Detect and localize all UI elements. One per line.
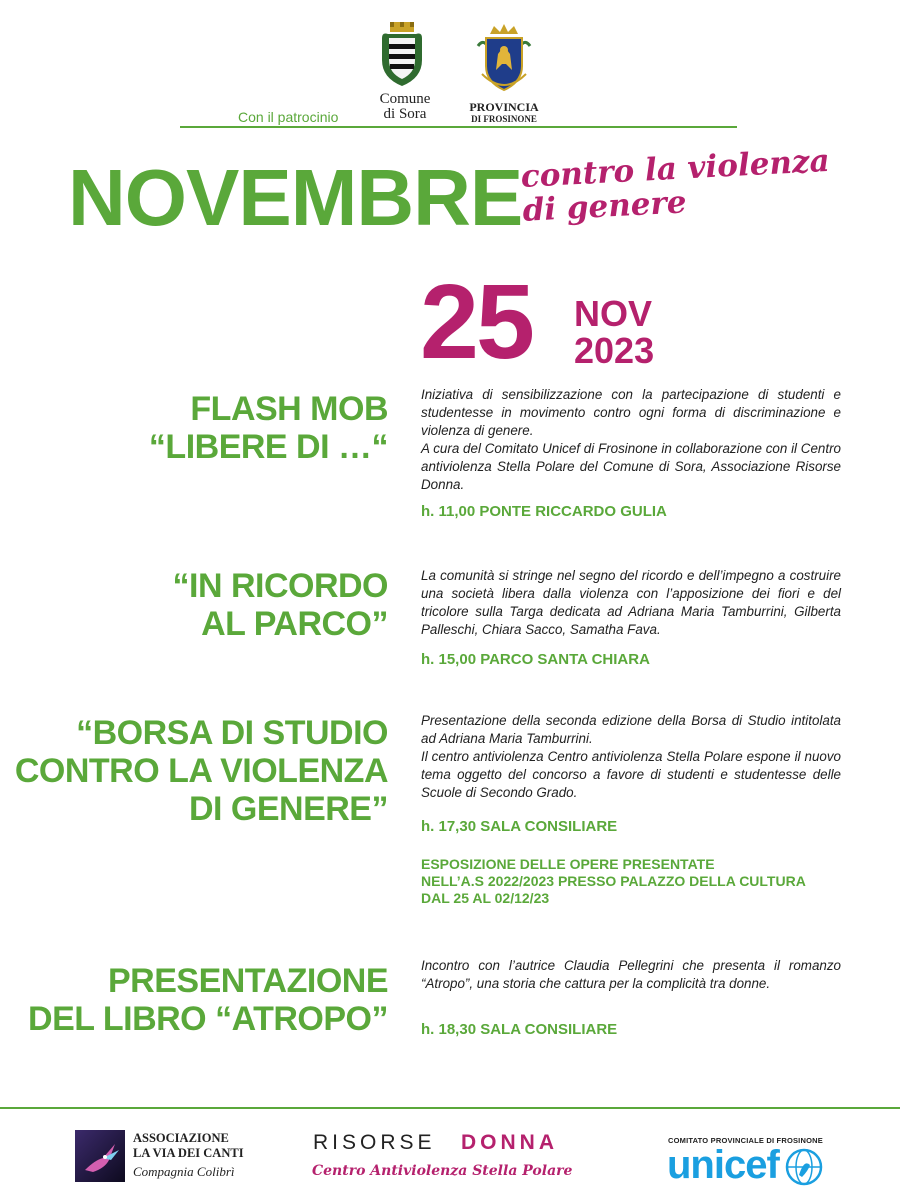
event-title-line: PRESENTAZIONE: [107, 962, 388, 1000]
association-name: [133, 1131, 244, 1161]
sora-line2: di Sora: [383, 106, 427, 122]
footer-divider: [0, 1107, 900, 1109]
exhibition-line: NELL’A.S 2022/2023 PRESSO PALAZZO DELLA CULTURA: [421, 873, 806, 889]
event-title-line: “IN RICORDO: [172, 567, 388, 605]
comune-di-sora-caption: [360, 92, 450, 122]
risorse-donna-word2: DONNA: [461, 1131, 558, 1154]
subtitle-line2: di genere: [521, 184, 688, 229]
association-line2: LA VIA DEI CANTI: [133, 1146, 244, 1160]
event-desc-paragraph: A cura del Comitato Unicef di Frosinone in collaborazione con il Centro antiviolenza Stella Polare del Comune di Sora, Associazione Risorse Donna.: [421, 441, 841, 492]
event-time-flash-mob: h. 11,00 PONTE RICCARDO GULIA: [421, 503, 667, 520]
centro-antiviolenza-name: Centro Antiviolenza Stella Polare: [312, 1163, 573, 1179]
exhibition-notice: [421, 856, 881, 907]
event-title-in-ricordo: [173, 567, 389, 643]
provincia-di-frosinone-crest: [476, 24, 532, 96]
date-day: 25: [420, 263, 532, 381]
event-time-borsa-di-studio: h. 17,30 SALA CONSILIARE: [421, 818, 618, 835]
event-title-line: CONTRO LA VIOLENZA: [14, 752, 388, 790]
event-title-line: “LIBERE DI …“: [148, 428, 388, 466]
event-desc-paragraph: Il centro antiviolenza Centro antiviolenza Stella Polare espone il nuovo tema oggetto del concorso a favore di studenti e studentesse delle Scuole di Secondo Grado.: [421, 749, 841, 800]
event-title-line: FLASH MOB: [190, 390, 388, 428]
event-description-presentazione-libro: [421, 957, 841, 993]
unicef-wordmark: unicef: [667, 1143, 779, 1187]
event-desc-paragraph: Incontro con l’autrice Claudia Pellegrini che presenta il romanzo “Atropo”, una storia che cattura per la complicità tra donne.: [421, 958, 841, 991]
exhibition-line: DAL 25 AL 02/12/23: [421, 890, 550, 906]
event-title-borsa-di-studio: [15, 714, 388, 828]
date-year: 2023: [574, 330, 655, 371]
hummingbird-logo-icon: [75, 1130, 125, 1182]
event-desc-paragraph: Iniziativa di sensibilizzazione con la partecipazione di studenti e studentesse in movimento contro ogni forma di discriminazione e violenza di genere.: [421, 387, 841, 438]
province-line1: PROVINCIA: [469, 100, 539, 114]
comune-di-sora-crest: [378, 20, 426, 90]
subtitle-line1: contro la violenza: [519, 142, 831, 195]
event-title-flash-mob: [149, 390, 388, 466]
association-subtitle: Compagnia Colibrì: [133, 1164, 235, 1179]
event-description-borsa-di-studio: [421, 712, 841, 802]
event-desc-paragraph: Presentazione della seconda edizione della Borsa di Studio intitolata ad Adriana Maria Tamburrini.: [421, 713, 841, 746]
risorse-donna-word1: RISORSE: [313, 1131, 436, 1154]
province-line2: DI FROSINONE: [471, 114, 537, 124]
campaign-subtitle: [520, 144, 832, 228]
association-line1: ASSOCIAZIONE: [133, 1131, 229, 1145]
event-desc-paragraph: La comunità si stringe nel segno del ricordo e dell’impegno a costruire una società libera dalla violenza con l’apposizione dei fiori e del tricolore sulla Targa dedicata ad Adriana Maria Tamburrini, Gilberta Palleschi, Chiara Sacco, Samatha Fava.: [421, 568, 841, 637]
event-time-in-ricordo: h. 15,00 PARCO SANTA CHIARA: [421, 651, 650, 668]
exhibition-line: ESPOSIZIONE DELLE OPERE PRESENTATE: [421, 856, 715, 872]
event-title-line: “BORSA DI STUDIO: [76, 714, 388, 752]
event-title-presentazione-libro: [28, 962, 388, 1038]
event-title-line: DI GENERE”: [188, 790, 388, 828]
event-description-flash-mob: [421, 386, 841, 494]
event-description-in-ricordo: [421, 567, 841, 639]
month-title: NOVEMBRE: [68, 153, 523, 242]
event-time-presentazione-libro: h. 18,30 SALA CONSILIARE: [421, 1021, 618, 1038]
event-title-line: DEL LIBRO “ATROPO”: [28, 1000, 388, 1038]
event-title-line: AL PARCO”: [201, 605, 388, 643]
sora-line1: Comune: [379, 91, 431, 107]
provincia-caption: [452, 101, 556, 124]
unicef-emblem-icon: [784, 1147, 824, 1187]
unicef-committee-label: COMITATO PROVINCIALE DI FROSINONE: [668, 1136, 823, 1145]
header-divider: [180, 126, 737, 128]
date-month: NOV: [574, 293, 653, 334]
patronage-label: Con il patrocinio: [238, 109, 339, 125]
